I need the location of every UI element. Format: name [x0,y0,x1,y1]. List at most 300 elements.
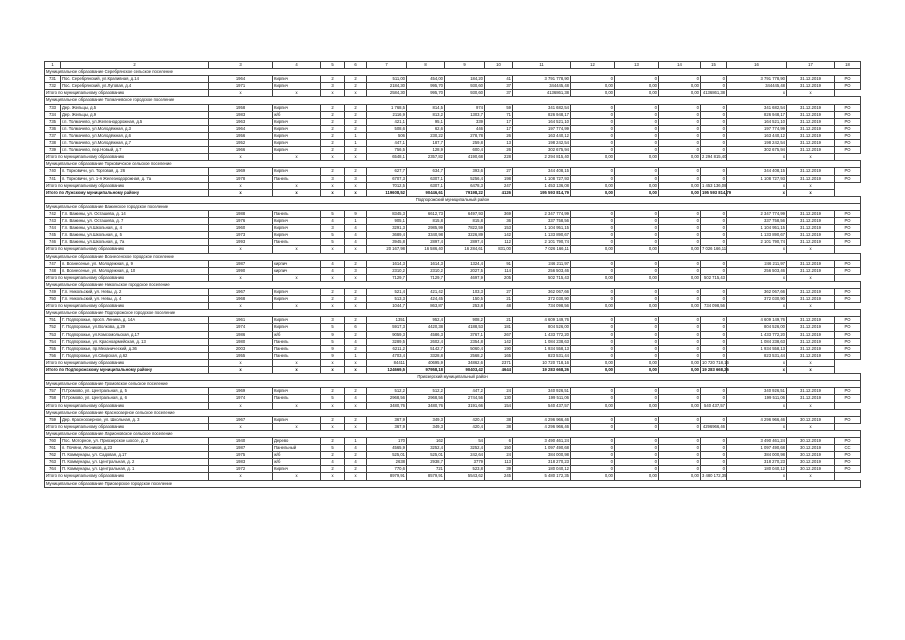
table-cell: 0 [701,225,727,232]
table-cell: 0 [571,140,615,147]
subtotal-row [45,359,861,366]
table-cell: 0 [615,345,659,352]
table-cell: Дер. Красноозерное, ул. Школьная, д. 3 [61,416,209,423]
table-cell: 31.12.2019 [787,260,835,267]
table-cell: 31.12.2019 [787,210,835,217]
table-cell: 5 [321,232,345,239]
table-cell: 804 526,00 [513,324,571,331]
table-cell: 0 [571,76,615,83]
table-cell: 1956 [209,132,273,139]
table-cell: 826 948,17 [727,111,787,118]
table-row [45,260,861,267]
table-cell: РО [835,289,861,296]
table-cell: Кирпич [273,118,321,125]
table-cell: 0 [659,111,701,118]
table-cell: 1 [45,62,61,69]
table-cell: 1961 [209,317,273,324]
table-cell: 0,00 [615,83,659,90]
table-cell: 5 [321,324,345,331]
table-cell: 367,9 [367,423,407,430]
table-cell: 4 [345,395,367,402]
table-cell: x [273,274,321,281]
table-cell: 3226,89 [445,232,485,239]
district-total-row [45,367,861,374]
table-cell: x [727,423,787,430]
table-cell: РО [835,459,861,466]
table-cell: 31.12.2019 [787,76,835,83]
table-cell: 454,00 [407,76,445,83]
table-cell: 5 [321,62,345,69]
table-cell: 31.12.2019 [787,118,835,125]
table-cell: 15 [701,62,727,69]
table-cell: 2 [321,416,345,423]
table-cell: 180 040,12 [727,466,787,473]
table-cell: x [273,473,321,480]
table-cell: 0 [615,239,659,246]
table-cell: 0,00 [659,303,701,310]
table-cell: x [345,274,367,281]
table-cell: 0 [571,352,615,359]
table-cell: П. Коммунары, ул. Садовая, д.17 [61,452,209,459]
table-cell: Дер. Жельцы, д.9 [61,111,209,118]
table-cell: 0 [615,132,659,139]
table-cell: 130 [485,395,513,402]
table-cell: 344 408,15 [513,168,571,175]
table-cell: 199 511,06 [513,395,571,402]
table-cell: 4565,9 [367,445,407,452]
table-cell: 17 [485,125,513,132]
table-cell: Муниципальное образование Подпорожское городское поселение [45,310,861,317]
table-cell: 11 [513,62,571,69]
table-cell: 4644 [485,367,513,374]
table-row [45,104,861,111]
table-cell: Муниципальное образование Ларионовское сельское поселение [45,430,861,437]
table-cell: 5 [321,338,345,345]
table-cell: 2 [345,331,367,338]
table-cell: 755 [45,345,61,352]
table-cell: 0 [571,225,615,232]
table-cell: 511,00 [367,76,407,83]
table-cell: 2357,82 [407,154,445,161]
table-row [45,459,861,466]
table-cell: Кирпич [273,289,321,296]
table-row [45,147,861,154]
table-cell: 2 [345,83,367,90]
table-cell: 1 934 558,13 [513,345,571,352]
table-cell: 734 [45,111,61,118]
table-cell: РО [835,437,861,444]
table-cell: 0 [659,267,701,274]
table-cell: 2 [345,76,367,83]
table-cell: 1 133 890,67 [513,232,571,239]
table-row [45,118,861,125]
table-row [45,232,861,239]
table-cell: 170 [367,437,407,444]
table-cell: 0 [571,324,615,331]
table-cell: Кирпич [273,140,321,147]
table-cell: 3289,5 [367,338,407,345]
table-cell: 230,22 [407,132,445,139]
table-cell: п. Почяни, Лесников, д.23 [61,445,209,452]
table-cell: 119608,52 [367,189,407,196]
table-cell: 0 [615,437,659,444]
section-header-row [45,480,861,487]
table-row [45,168,861,175]
table-cell: x [727,189,787,196]
table-cell: 0 [659,459,701,466]
table-cell: 0 [615,317,659,324]
table-cell: РО [835,267,861,274]
table-cell: 0 [615,225,659,232]
table-cell: x [321,367,345,374]
table-cell: Г. Подпорожье, пр.Механический, д.36 [61,345,209,352]
table-cell: Кирпич [273,168,321,175]
table-cell: 2354,8 [445,338,485,345]
table-cell: 0 [701,416,727,423]
table-cell: 18 [835,62,861,69]
table-cell: 4697,9 [445,274,485,281]
table-cell: 0 [659,452,701,459]
table-cell: 384 000,98 [513,452,571,459]
table-cell: 2 [321,76,345,83]
table-cell: 30.12.2019 [787,416,835,423]
table-cell: 1966 [209,147,273,154]
table-cell: 4703,4 [367,352,407,359]
table-cell: 0,00 [615,182,659,189]
table-cell: 905,1 [367,218,407,225]
table-cell: 0 [659,437,701,444]
table-row [45,225,861,232]
table-cell: 0 [659,104,701,111]
table-cell: 0 [571,232,615,239]
table-cell: 0,00 [615,359,659,366]
table-cell: 0 [659,140,701,147]
table-cell: 3291,3 [367,225,407,232]
table-cell: 0 [659,352,701,359]
table-cell: 0 [701,459,727,466]
table-cell: 0 [615,104,659,111]
table-cell: Итого по муниципальному образованию [45,274,209,281]
section-header-row [45,196,861,203]
table-cell: 2 [345,147,367,154]
table-row [45,466,861,473]
table-cell: 31.12.2019 [787,111,835,118]
table-cell: x [273,402,321,409]
table-cell: РО [835,83,861,90]
table-cell: x [345,182,367,189]
table-cell: 0 [615,267,659,274]
table-cell: x [273,182,321,189]
table-cell: 0 [615,118,659,125]
table-cell: 0 [701,352,727,359]
table-cell: 0,00 [659,189,701,196]
table-cell: 1 [345,132,367,139]
table-cell: Муниципальное образование Красноозерное сельское поселение [45,409,861,416]
table-cell: г.п. Толмачево, ул.Молодёжная, д.3 [61,125,209,132]
table-cell: 757 [45,388,61,395]
subtotal-row [45,423,861,430]
table-cell: 318 270,23 [513,459,571,466]
table-cell: 3480,76 [407,402,445,409]
table-cell: 10 720 718,16 [513,359,571,366]
table-cell: 0 [571,175,615,182]
table-cell: 3779 [445,459,485,466]
table-cell: 6612,73 [407,210,445,217]
table-cell: РО [835,296,861,303]
table-cell: 6548,1 [367,154,407,161]
table-cell: 3 [345,267,367,274]
table-cell: 0 [701,239,727,246]
table-cell: 2 [321,466,345,473]
table-cell: 0 [701,445,727,452]
table-cell: 930,60 [445,90,485,97]
housing-register-table [44,61,861,488]
table-cell: 995,70 [407,83,445,90]
table-cell: x [787,182,835,189]
table-row [45,239,861,246]
table-cell: 0,00 [615,274,659,281]
table-cell: 19 283 668,26 [702,367,729,373]
table-cell: 523,8 [445,466,485,473]
table-cell: 367,9 [367,416,407,423]
table-cell: 31.12.2019 [787,345,835,352]
table-cell: 0,00 [659,359,701,366]
table-cell: 2 [321,296,345,303]
table-cell: Панельный [273,445,321,452]
table-cell: РО [835,324,861,331]
table-cell: Пос. Серебрянский, ул.Луговая, д.4 [61,83,209,90]
table-cell: кирпич [273,260,321,267]
table-cell: 0 [615,232,659,239]
table-cell: 2 [321,111,345,118]
table-cell: 4136861,38 [701,90,727,97]
table-cell: 0 [615,296,659,303]
table-cell: РО [835,104,861,111]
table-cell: 0 [615,289,659,296]
table-cell: x [321,473,345,480]
table-cell: x [787,423,835,430]
table-cell: x [209,423,273,430]
table-cell: 6 [485,437,513,444]
table-cell: 1 433 772,20 [513,331,571,338]
table-cell: 2 101 790,74 [727,239,787,246]
table-cell: 0 [571,210,615,217]
table-cell: 344445,48 [727,83,787,90]
table-cell: 1968 [209,296,273,303]
table-cell: 0 [659,218,701,225]
table-cell: 0 [615,388,659,395]
table-cell: 198 242,54 [513,140,571,147]
table-cell: 600,4 [445,147,485,154]
table-cell: РО [835,232,861,239]
table-cell: РО [835,76,861,83]
table-cell: 2 [345,416,367,423]
table-cell: 0,00 [615,367,659,374]
table-cell: x [209,90,273,97]
table-cell: Муниципальное образование Торковичское сельское поселение [45,161,861,168]
table-cell: ж/б [273,459,321,466]
table-cell: 1 084 238,63 [727,338,787,345]
table-cell: 31.12.2019 [787,147,835,154]
table-cell: 0 [615,210,659,217]
table-cell: 2 [321,140,345,147]
table-cell: 8979,91 [367,473,407,480]
table-cell: 10 720 718,16 [702,359,729,365]
table-cell: 337 758,56 [513,218,571,225]
table-cell: 97958,18 [407,367,445,374]
table-cell: 302 675,94 [513,147,571,154]
table-cell: x [787,359,835,366]
table-row [45,331,861,338]
table-row [45,395,861,402]
table-cell: 190 [485,345,513,352]
table-cell: 1 104 951,15 [513,225,571,232]
table-cell: x [345,246,367,253]
table-cell: п. Торковичи, ул. 1-я Железнодорожная, д. 7а [61,175,209,182]
table-cell: 1303,7 [445,111,485,118]
table-cell: 124669,5 [367,367,407,374]
table-cell: 2310,2 [407,267,445,274]
table-cell: П. Коммунары, ул. Центральная, д. 2 [61,459,209,466]
table-cell: 502 715,43 [701,274,727,281]
table-cell: 2 [321,132,345,139]
table-cell: 1969 [209,168,273,175]
table-cell: г.п. Толмачево, пер.Новый, д.7 [61,147,209,154]
table-cell: 748 [45,267,61,274]
table-cell: x [727,246,787,253]
table-cell: 3 791 778,90 [513,76,571,83]
table-cell: 770,6 [367,466,407,473]
table-cell: 0 [659,338,701,345]
table-row [45,76,861,83]
table-cell: 344 408,15 [727,168,787,175]
table-cell: 0 [615,459,659,466]
table-cell: Г.п. Никольский, ул. Невы, д. 4 [61,296,209,303]
table-cell: 26 [485,132,513,139]
table-cell: 0 [571,239,615,246]
table-cell: 31.12.2019 [787,395,835,402]
table-cell: г.п. Толмачево, ул.Молодёжная, д.6 [61,132,209,139]
table-cell: Г. Подпорожье, просп. Ленина, д. 14А [61,317,209,324]
table-cell: 4 [345,459,367,466]
table-cell: 30.12.2019 [787,437,835,444]
table-cell: 815,8 [407,218,445,225]
table-cell: 40695,9 [407,359,445,366]
table-cell: 362 067,66 [727,289,787,296]
table-cell: 48 [485,303,513,310]
table-cell: 0,00 [571,90,615,97]
table-cell: x [345,359,367,366]
table-cell: 267 [485,331,513,338]
table-cell: 756,5 [367,147,407,154]
section-header-row [45,281,861,288]
table-cell: 195 593 814,79 [513,189,571,196]
table-cell: 0 [701,125,727,132]
table-cell: x [209,246,273,253]
table-cell: 5 480 172,35 [513,473,571,480]
table-cell: 393,6 [445,168,485,175]
table-cell: x [209,154,273,161]
table-cell: Панель [273,210,321,217]
table-cell: 540 437,57 [701,402,727,409]
table-cell: 634,7 [407,168,445,175]
table-cell: 1990 [209,267,273,274]
table-cell: 0,00 [615,90,659,97]
table-cell: 1971 [209,83,273,90]
table-cell: 2184,30 [367,83,407,90]
table-cell: 0 [701,452,727,459]
table-cell: 6 [345,324,367,331]
table-cell: x [787,367,835,374]
table-cell: 1964 [209,125,273,132]
table-cell: Кирпич [273,416,321,423]
table-cell: П.Громово, ул. Центральная, д. 6 [61,395,209,402]
table-cell: 163 440,12 [513,132,571,139]
table-cell: 198 [485,175,513,182]
table-cell: x [209,182,273,189]
table-cell: 6707,3 [367,175,407,182]
table-cell: 1 433 772,20 [727,331,787,338]
table-cell: 339 [445,118,485,125]
table-cell: 31.12.2019 [787,83,835,90]
table-cell: 184,20 [445,76,485,83]
table-cell: 91 [485,260,513,267]
table-cell: 31.12.2019 [787,388,835,395]
table-cell: 4 [345,239,367,246]
table-cell: 4420,38 [407,324,445,331]
table-cell: 2744,56 [445,395,485,402]
table-cell: ж/б [273,331,321,338]
table-cell: 349,3 [407,423,445,430]
table-cell: 1976 [209,218,273,225]
table-cell: 814,5 [407,104,445,111]
table-cell: 908,2 [445,317,485,324]
table-cell: 71 [485,111,513,118]
table-cell: РО [835,125,861,132]
table-cell: 2 [345,466,367,473]
subtotal-row [45,154,861,161]
table-cell: 420,4 [445,423,485,430]
table-cell: 31.12.2019 [787,175,835,182]
table-cell: Г.п. Никольский, ул. Невы, д. 2 [61,289,209,296]
table-cell: Панель [273,338,321,345]
table-cell: 16 586,40 [407,246,445,253]
table-cell: 5543,62 [445,473,485,480]
table-cell: 3945,8 [367,239,407,246]
table-cell: 424,45 [407,296,445,303]
table-cell: Дер. Жельцы, д.5 [61,104,209,111]
table-cell: 4 [345,232,367,239]
table-cell: Итого по муниципальному образованию [45,423,209,430]
table-cell: 2 [345,317,367,324]
table-cell: x [727,182,787,189]
table-cell: 995,70 [407,90,445,97]
table-cell: 0 [615,423,659,430]
table-cell: 2310,2 [367,267,407,274]
section-header-row [45,374,861,381]
table-cell: 0 [701,296,727,303]
table-cell: 372 030,90 [513,296,571,303]
table-cell: 4 296 966,46 [513,423,571,430]
table-row [45,175,861,182]
table-cell: 9 [445,62,485,69]
table-cell: 815,8 [445,218,485,225]
table-cell: 721 [407,466,445,473]
table-cell: 826 948,17 [513,111,571,118]
table-cell: 2 [345,104,367,111]
table-cell: 5142,7 [407,345,445,352]
table-cell: 742 [45,210,61,217]
